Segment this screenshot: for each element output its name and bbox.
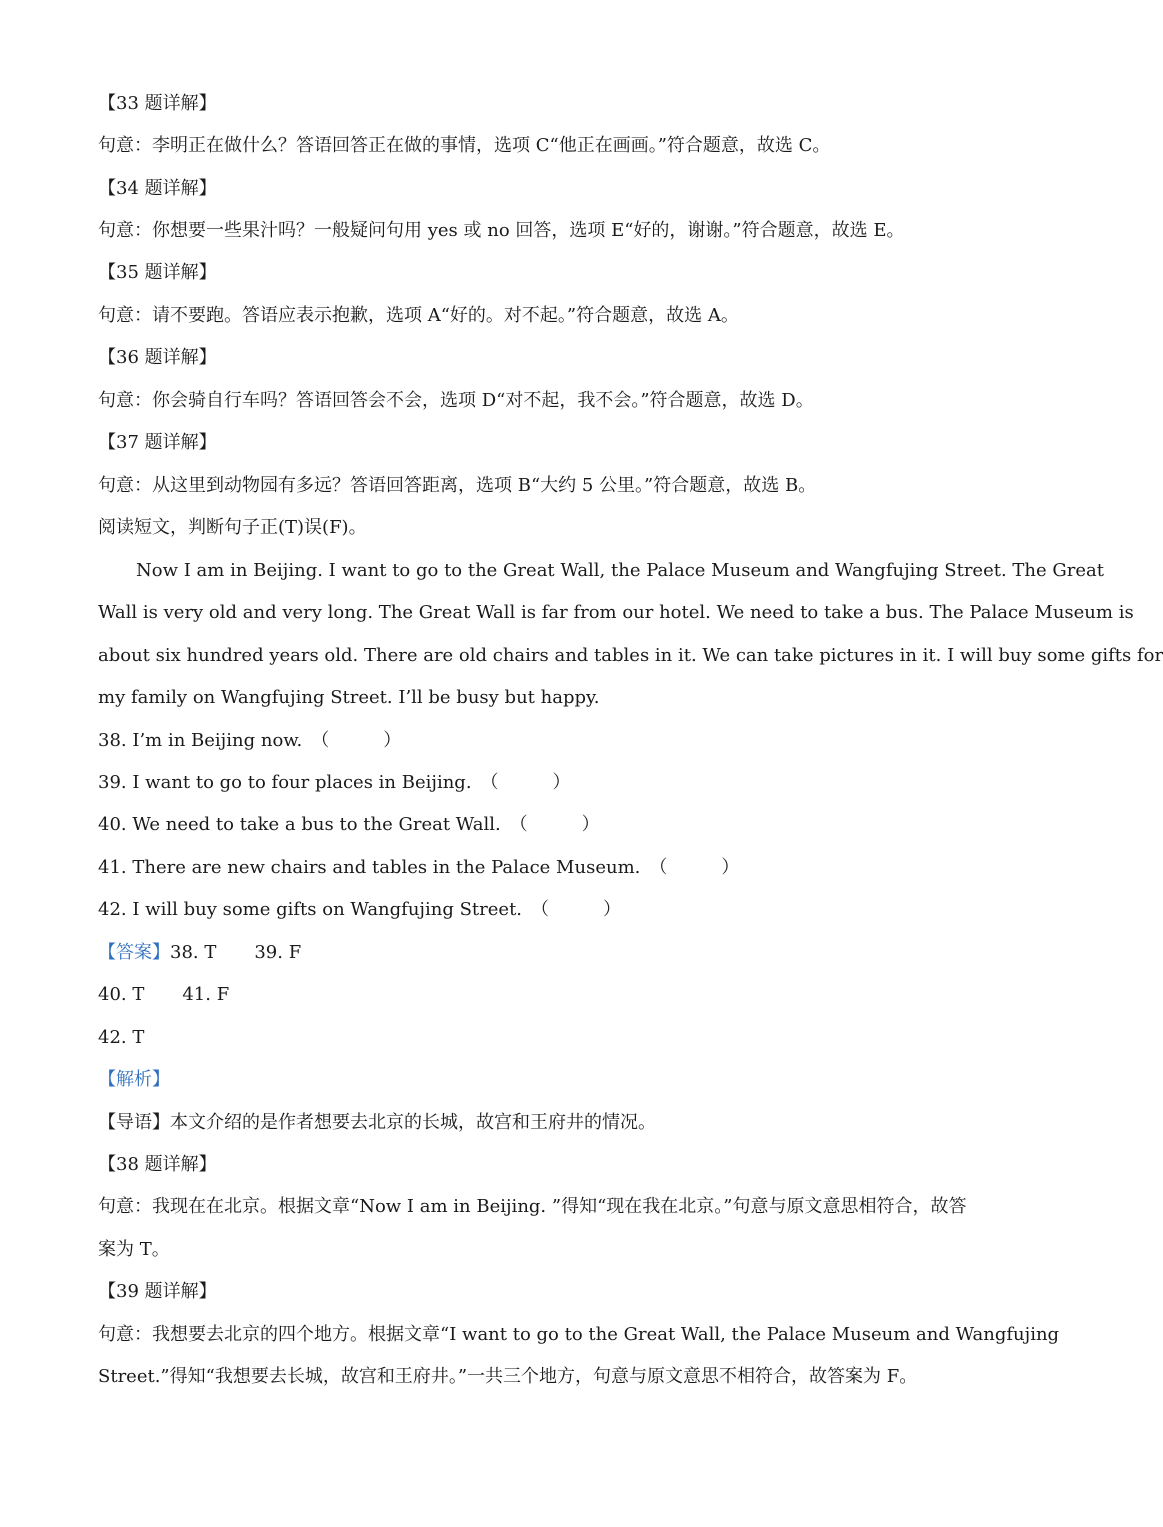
intro-summary: 【导语】本文介绍的是作者想要去北京的长城，故宫和王府井的情况。 [98, 1112, 656, 1133]
q39-explanation-line-1: 句意：我想要去北京的四个地方。根据文章“I want to go to the Great Wall, the Palace Museum and Wangfujing [98, 1324, 1060, 1345]
answer-39: 39. F [254, 942, 302, 963]
q36-explanation: 句意：你会骑自行车吗？答语回答会不会，选项 D“对不起，我不会。”符合题意，故选 D。 [98, 390, 814, 411]
passage-line-2: Wall is very old and very long. The Great Wall is far from our hotel. We need to take a bus. The Palace Museum is [98, 602, 1134, 623]
q38-explanation-line-2: 案为 T。 [98, 1239, 170, 1260]
section-instruction: 阅读短文，判断句子正(T)误(F)。 [98, 517, 367, 538]
q39-heading: 【39 题详解】 [98, 1281, 217, 1302]
answer-40: 40. T [98, 984, 145, 1005]
q39-explanation-line-2: Street.”得知“我想要去长城，故宫和王府井。”一共三个地方，句意与原文意思不相符合，故答案为 F。 [98, 1366, 918, 1387]
question-38: 38. I’m in Beijing now. （ ） [98, 730, 402, 751]
passage-line-1: Now I am in Beijing. I want to go to the Great Wall, the Palace Museum and Wangfujing Street. The Great [136, 560, 1104, 581]
q35-explanation: 句意：请不要跑。答语应表示抱歉，选项 A“好的。对不起。”符合题意，故选 A。 [98, 305, 739, 326]
q38-explanation-line-1: 句意：我现在在北京。根据文章“Now I am in Beijing. ”得知“现在我在北京。”句意与原文意思相符合，故答 [98, 1196, 967, 1217]
answer-38: 38. T [170, 942, 217, 963]
answer-row-2 [98, 980, 988, 1010]
question-40: 40. We need to take a bus to the Great Wall. （ ） [98, 814, 600, 835]
q35-heading: 【35 题详解】 [98, 262, 217, 283]
question-41: 41. There are new chairs and tables in the Palace Museum. （ ） [98, 857, 740, 878]
q38-heading: 【38 题详解】 [98, 1154, 217, 1175]
q34-explanation: 句意：你想要一些果汁吗？一般疑问句用 yes 或 no 回答，选项 E“好的，谢谢。”符合题意，故选 E。 [98, 220, 905, 241]
analysis-label: 【解析】 [98, 1069, 170, 1090]
answer-41: 41. F [182, 984, 230, 1005]
q37-explanation: 句意：从这里到动物园有多远？答语回答距离，选项 B“大约 5 公里。”符合题意，故选 B。 [98, 475, 817, 496]
answer-label: 【答案】 [98, 942, 170, 963]
question-42: 42. I will buy some gifts on Wangfujing Street. （ ） [98, 899, 622, 920]
q33-explanation: 句意：李明正在做什么？答语回答正在做的事情，选项 C“他正在画画。”符合题意，故选 C。 [98, 135, 831, 156]
answer-42: 42. T [98, 1027, 145, 1048]
answer-row-1 [98, 938, 988, 968]
q34-heading: 【34 题详解】 [98, 178, 217, 199]
q36-heading: 【36 题详解】 [98, 347, 217, 368]
passage-line-4: my family on Wangfujing Street. I’ll be busy but happy. [98, 687, 600, 708]
answer-row-3 [98, 1023, 988, 1053]
question-39: 39. I want to go to four places in Beijing. （ ） [98, 772, 571, 793]
q33-heading: 【33 题详解】 [98, 93, 217, 114]
passage-line-3: about six hundred years old. There are old chairs and tables in it. We can take pictures in it. I will buy some gifts for [98, 645, 1163, 666]
q37-heading: 【37 题详解】 [98, 432, 217, 453]
